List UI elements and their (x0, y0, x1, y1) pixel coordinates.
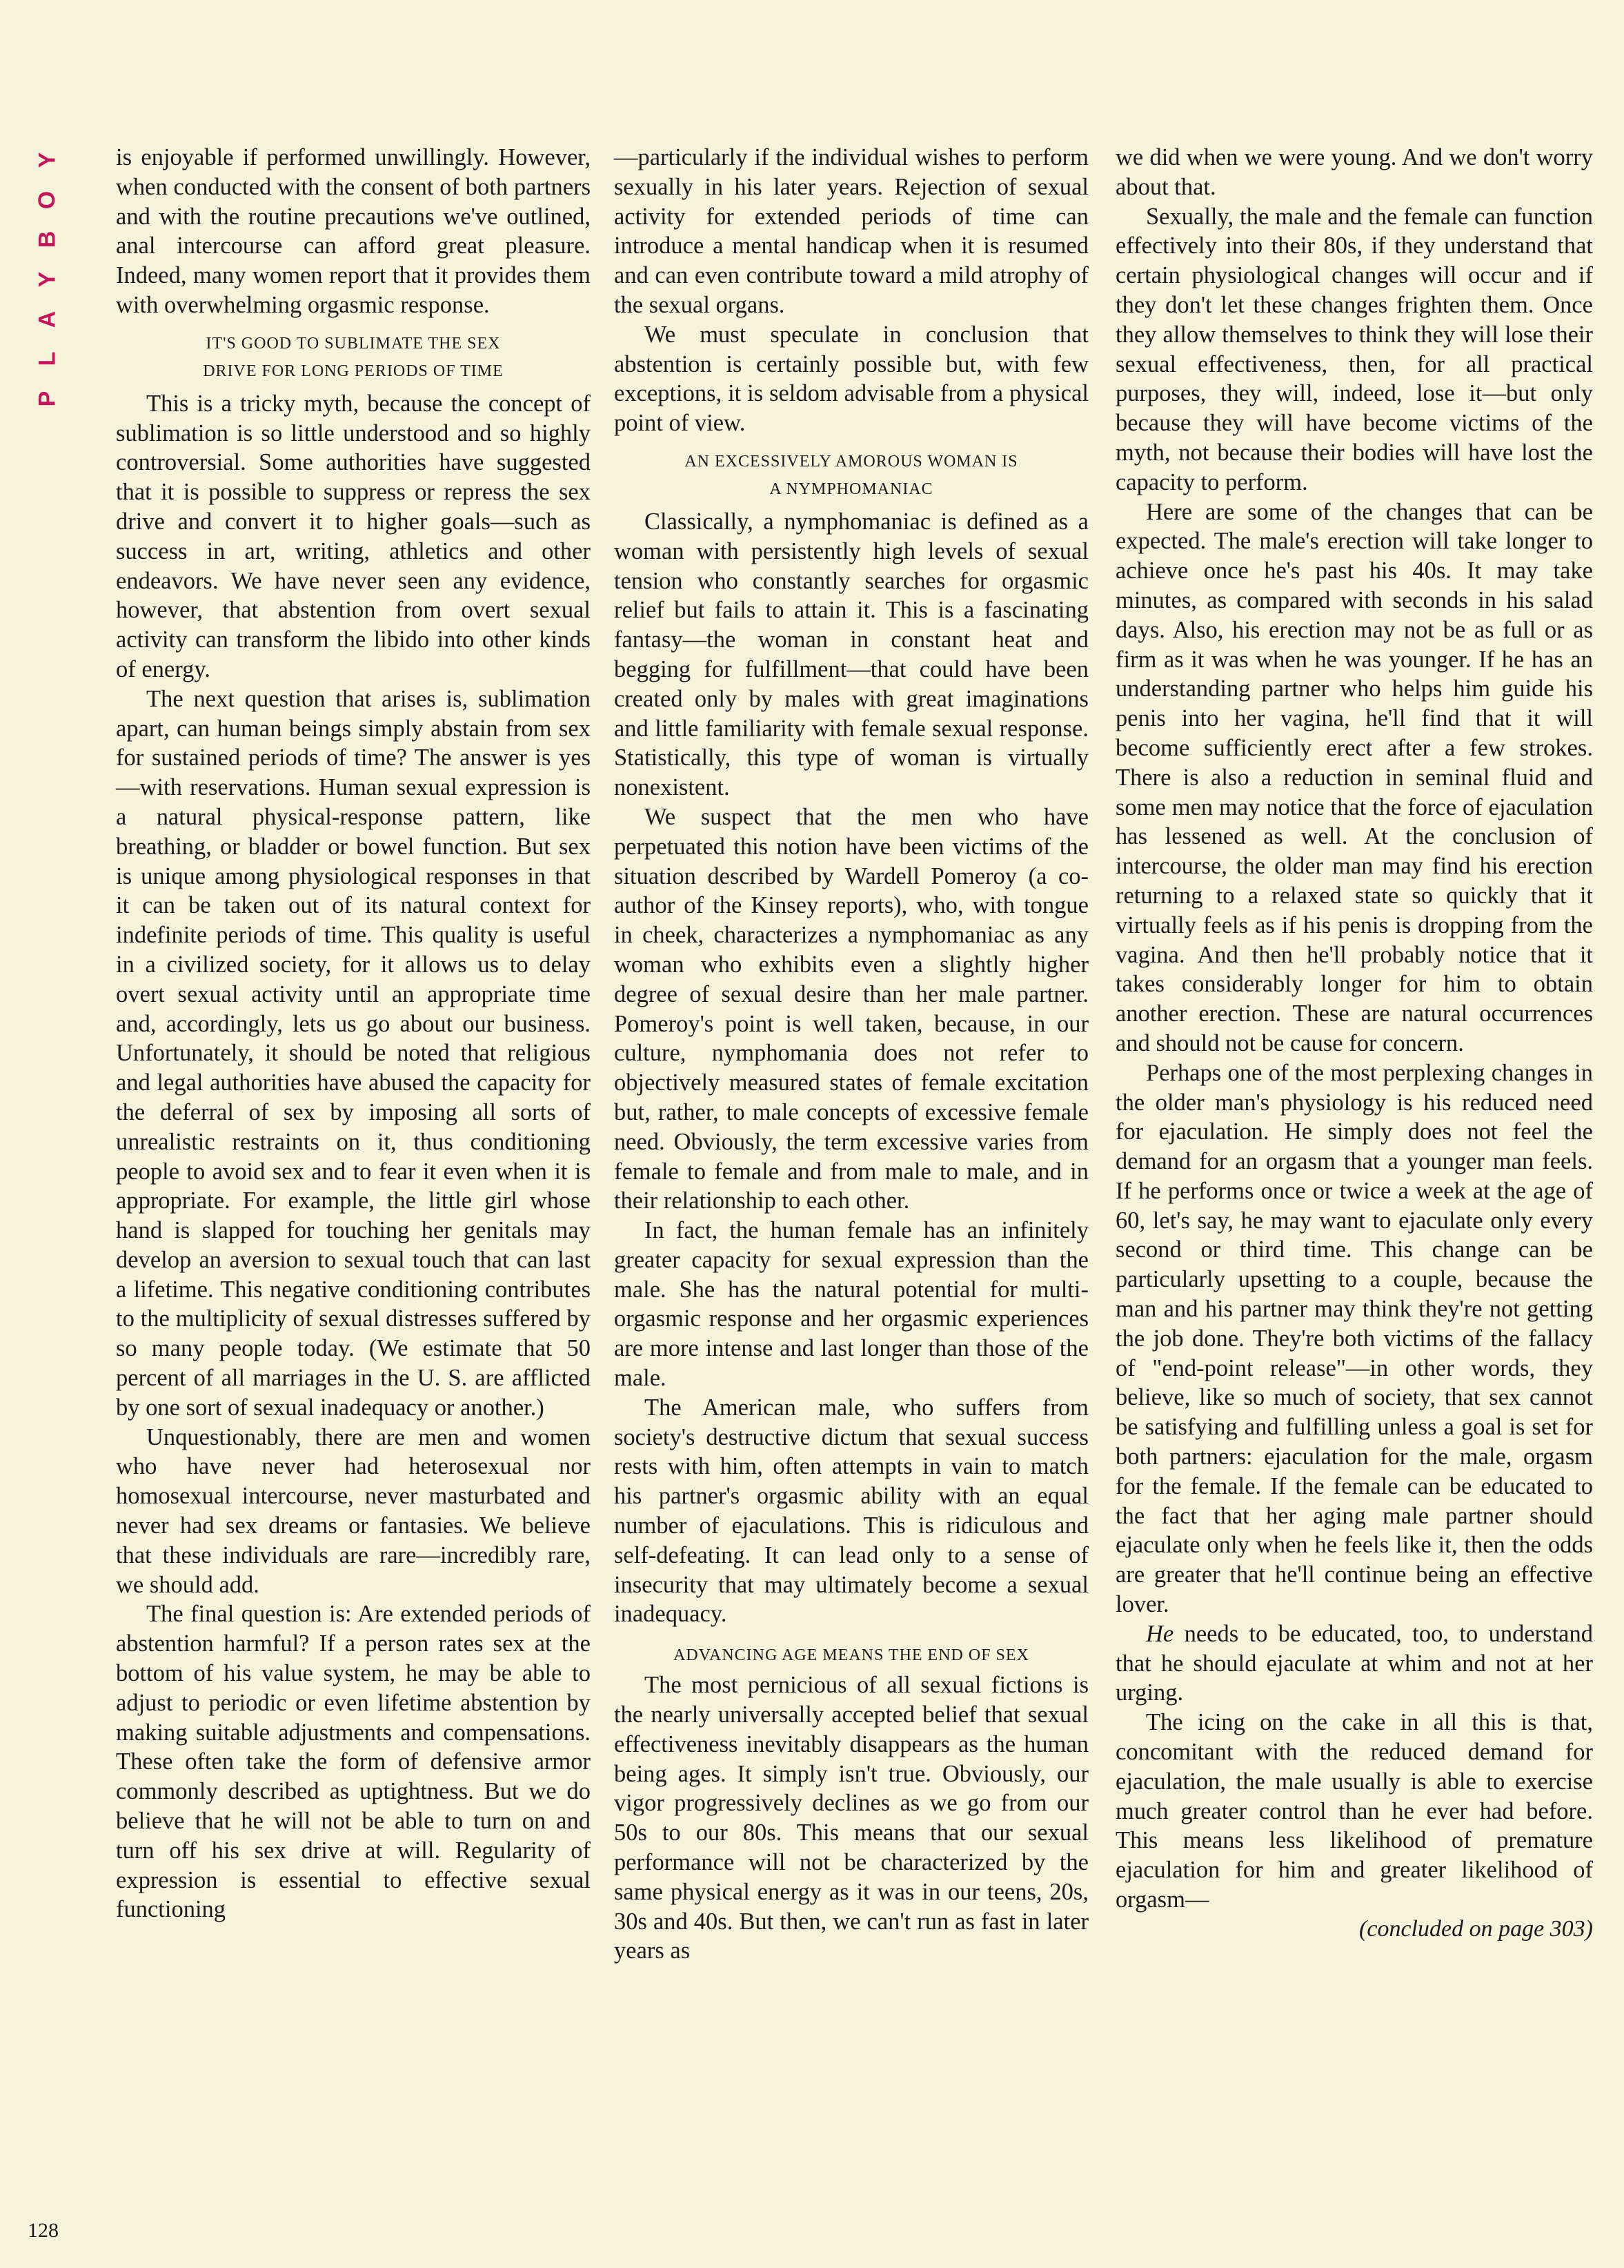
paragraph: —particularly if the individual wishes to perform sexually in his later years. Rejection of sexual activity for extended periods of time can introduce a mental handicap when it is resumed and can even contribute toward a mild atrophy of the sexual organs. (614, 144, 1089, 318)
section-heading-advancing-age: ADVANCING AGE MEANS THE END OF SEX (673, 1646, 1029, 1665)
paragraph: We suspect that the men who have perpetuated this notion have been victims of the situation described by Wardell Pomeroy (a co-author of the Kinsey reports), who, with tongue in cheek, characterizes a nymphomaniac as any woman who exhibits even a slightly higher degree of sexual desire than her male partner. Pomeroy's point is well taken, because, in our culture, nymphomania does not refer to objectively measured states of female excitation but, rather, to male concepts of excessive female need. Obviously, the term excessive varies from female to female and from male to male, and in their relationship to each other. (614, 803, 1089, 1214)
paragraph: The most pernicious of all sexual fictions is the nearly universally accepted belief that sexual effectiveness inevitably disappears as the human being ages. It simply isn't true. Obviously, our vigor progressively declines as we go from our 50s to our 80s. This means that our sexual performance will not be characterized by the same physical energy as it was in our teens, 20s, 30s and 40s. But then, we can't run as fast in later years as (614, 1672, 1089, 1964)
text-column-3 (1116, 143, 1593, 1944)
masthead-letter: P (34, 391, 60, 407)
paragraph: The American male, who suffers from society's destructive dictum that sexual success rests with him, often attempts in vain to match his partner's orgasmic ability with an equal number of ejaculations. This is ridiculous and self-defeating. It can lead only to a sense of insecurity that may ultimately become a sexual inadequacy. (614, 1394, 1089, 1628)
paragraph: we did when we were young. And we don't worry about that. (1116, 144, 1593, 200)
paragraph: This is a tricky myth, because the concept of sublimation is so little understood and so highly controversial. Some authorities have suggested that it is possible to suppress or repress the sex drive and convert it to higher goals—such as success in art, writing, athletics and other endeavors. We have never seen any evidence, however, that abstention from overt sexual activity can transform the libido into other kinds of energy. (116, 390, 591, 682)
paragraph: Unquestionably, there are men and women who have never had heterosexual nor homosexual intercourse, never masturbated and never had sex dreams or fantasies. We believe that these individuals are rare—incredibly rare, we should add. (116, 1423, 591, 1598)
paragraph: Classically, a nymphomaniac is defined as a woman with persistently high levels of sexual tension who constantly searches for orgasmic relief but fails to attain it. This is a fascinating fantasy—the woman in constant heat and begging for fulfillment—that could have been created only by males with great imaginations and little familiarity with female sexual response. Statistically, this type of woman is virtually nonexistent. (614, 508, 1089, 801)
heading-line: IT'S GOOD TO SUBLIMATE THE SEX (206, 334, 501, 353)
paragraph: Sexually, the male and the female can function effectively into their 80s, if they understand that certain physiological changes will occur and if they don't let these changes frighten them. Once they allow themselves to think they will lose their sexual effectiveness, then, for all practical purposes, they will, indeed, lose it—but only because they will have become victims of the myth, not because their bodies will have lost the capacity to perform. (1116, 203, 1593, 495)
masthead-letter: O (33, 190, 60, 209)
paragraph-text: needs to be educated, too, to understand that he should ejaculate at whim and not at her urging. (1116, 1620, 1593, 1706)
section-heading-nymphomaniac (614, 448, 1089, 503)
masthead-letter: L (34, 351, 60, 366)
text-column-1 (116, 143, 591, 1924)
heading-line: AN EXCESSIVELY AMOROUS WOMAN IS (684, 452, 1018, 471)
paragraph: The final question is: Are extended periods of abstention harmful? If a person rates sex at the bottom of his value system, he may be able to adjust to periodic or even lifetime abstention by making suitable adjustments and compensations. These often take the form of defensive armor commonly described as uptightness. But we do believe that he will not be able to turn on and turn off his sex drive at will. Regularity of expression is essential to effective sexual functioning (116, 1601, 591, 1923)
continued-on-page-note: (concluded on page 303) (1359, 1915, 1593, 1942)
paragraph: Here are some of the changes that can be expected. The male's erection will take longer to achieve once he's past his 40s. It may take minutes, as compared with seconds in his salad days. Also, his erection may not be as full or as firm as it was when he was younger. If he has an understanding partner who helps him guide his penis into her vagina, he'll find that it will become sufficiently erect after a few strokes. There is also a reduction in seminal fluid and some men may notice that the force of ejaculation has lessened as well. At the conclusion of intercourse, the older man may find his erection returning to a relaxed state so quickly that it virtually feels as if his penis is dropping from the vagina. And then he'll probably notice that it takes considerably longer for him to obtain another erection. These are natural occurrences and should not be cause for concern. (1116, 498, 1593, 1056)
paragraph: We must speculate in conclusion that abstention is certainly possible but, with few exceptions, it is seldom advisable from a physical point of view. (614, 321, 1089, 437)
paragraph: The next question that arises is, sublimation apart, can human beings simply abstain from sex for sustained periods of time? The answer is yes—with reservations. Human sexual expression is a natural physical-response pattern, like breathing, or bladder or bowel function. But sex is unique among physiological responses in that it can be taken out of its natural context for indefinite periods of time. This quality is useful in a civilized society, for it allows us to delay overt sexual activity until an appropriate time and, accordingly, lets us go about our business. Unfortunately, it should be noted that religious and legal authorities have abused the capacity for the deferral of sex by imposing all sorts of unrealistic restraints on it, thus conditioning people to avoid sex and to fear it even when it is appropriate. For example, the little girl whose hand is slapped for touching her genitals may develop an aversion to sexual touch that can last a lifetime. This negative conditioning contributes to the multiplicity of sexual distresses suffered by so many people today. (We estimate that 50 percent of all marriages in the U. S. are afflicted by one sort of sexual inadequacy or another.) (116, 685, 591, 1421)
masthead-letter: Y (34, 152, 60, 168)
emphasis: He (1146, 1620, 1174, 1647)
heading-line: DRIVE FOR LONG PERIODS OF TIME (203, 362, 504, 380)
paragraph: is enjoyable if performed unwillingly. However, when conducted with the consent of both partners and with the routine precautions we've outlined, anal intercourse can afford great pleasure. Indeed, many women report that it provides them with overwhelming orgasmic response. (116, 144, 591, 318)
paragraph: In fact, the human female has an infinitely greater capacity for sexual expression than the male. She has the natural potential for multi-orgasmic response and her orgasmic experiences are more intense and last longer than those of the male. (614, 1217, 1089, 1392)
paragraph: Perhaps one of the most perplexing changes in the older man's physiology is his reduced need for ejaculation. He simply does not feel the demand for an orgasm that a younger man feels. If he performs once or twice a week at the age of 60, let's say, he may want to ejaculate only every second or third time. This change can be particularly upsetting to a couple, because the man and his partner may think they're not getting the job done. They're both victims of the fallacy of "end-point release"—in other words, they believe, like so much of society, that sex cannot be satisfying and fulfilling unless a goal is set for both partners: ejaculation for the male, orgasm for the female. If the female can be educated to the fact that her aging male partner should ejaculate only when he feels like it, then the odds are greater that he'll continue being an effective lover. (1116, 1059, 1593, 1618)
paragraph: The icing on the cake in all this is that, concomitant with the reduced demand for ejaculation, the male usually is able to exercise much greater control than he ever had before. This means less likelihood of premature ejaculation for him and greater likelihood of orgasm— (1116, 1709, 1593, 1913)
playboy-masthead (33, 148, 61, 411)
masthead-letter: Y (34, 271, 60, 288)
heading-line: A NYMPHOMANIAC (769, 480, 933, 498)
paragraph (1116, 1619, 1593, 1708)
masthead-letter: B (34, 231, 60, 248)
text-column-2 (614, 143, 1089, 1966)
masthead-letter: A (34, 310, 60, 328)
section-heading-sublimation (116, 330, 591, 385)
page-number: 128 (28, 2219, 59, 2242)
